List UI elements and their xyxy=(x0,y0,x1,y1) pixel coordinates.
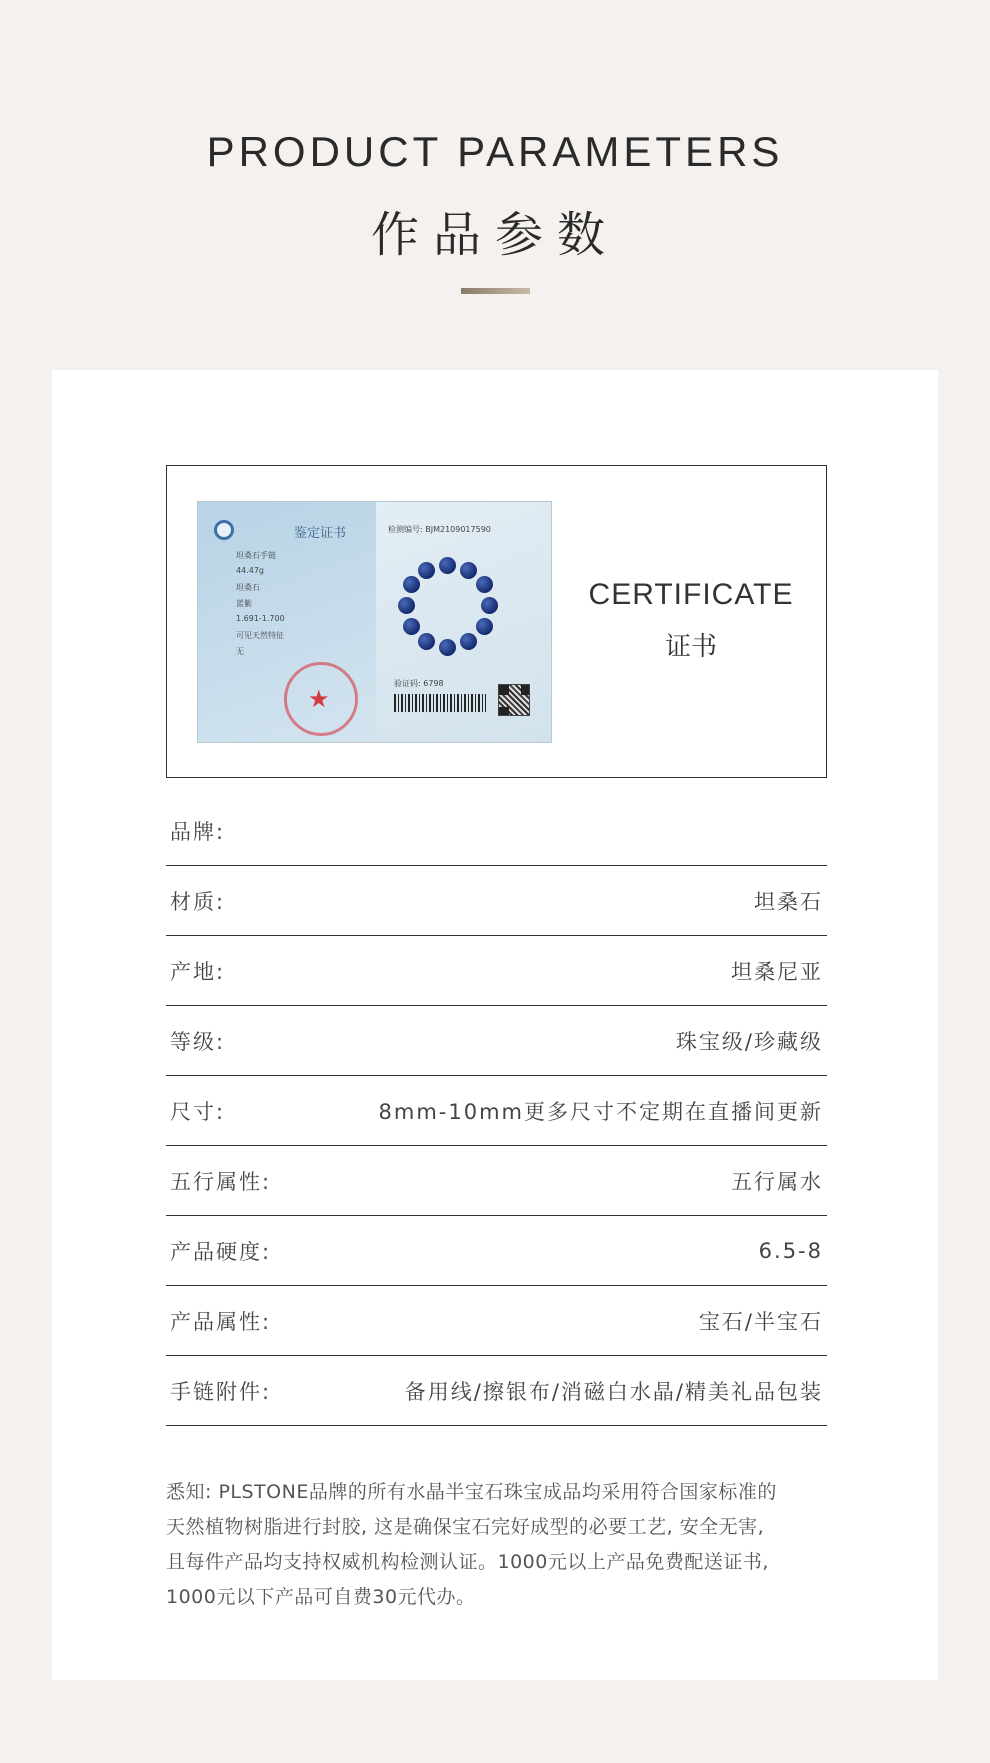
param-row-origin xyxy=(166,936,827,1006)
notice-line: 1000元以下产品可自费30元代办。 xyxy=(166,1586,476,1608)
param-label: 产地: xyxy=(170,959,226,984)
bead xyxy=(460,562,477,579)
parameters-card xyxy=(52,370,938,1680)
param-label: 手链附件: xyxy=(170,1379,272,1404)
bead xyxy=(403,618,420,635)
param-label: 品牌: xyxy=(170,819,226,844)
certificate-verify-code: 验证码: 6798 xyxy=(394,679,444,688)
certificate-detect-no: 检测编号: BJM2109017590 xyxy=(388,525,491,534)
cert-field-color: 蓝紫 xyxy=(236,599,252,608)
lab-logo-icon xyxy=(214,520,234,540)
bead xyxy=(476,576,493,593)
bead xyxy=(460,633,477,650)
param-row-size xyxy=(166,1076,827,1146)
title-divider xyxy=(461,288,530,294)
bead xyxy=(398,597,415,614)
certificate-label-cn: 证书 xyxy=(664,632,717,662)
param-value: 8mm-10mm更多尺寸不定期在直播间更新 xyxy=(378,1099,823,1124)
notice-text xyxy=(166,1475,836,1615)
certificate-photo xyxy=(197,501,552,743)
param-row-material xyxy=(166,866,827,936)
bead xyxy=(439,639,456,656)
bracelet-image xyxy=(398,557,498,657)
cert-field-refractive: 1.691-1.700 xyxy=(236,614,285,623)
cert-field-name: 坦桑石手链 xyxy=(236,551,276,560)
certificate-label-en: CERTIFICATE xyxy=(588,578,794,611)
parameters-table xyxy=(166,796,827,1426)
param-label: 产品硬度: xyxy=(170,1239,272,1264)
qr-code-icon xyxy=(498,684,530,716)
bead xyxy=(439,557,456,574)
param-label: 产品属性: xyxy=(170,1309,272,1334)
param-value: 坦桑尼亚 xyxy=(731,959,823,984)
bead xyxy=(403,576,420,593)
param-row-hardness xyxy=(166,1216,827,1286)
param-row-property xyxy=(166,1286,827,1356)
notice-line: 悉知: PLSTONE品牌的所有水晶半宝石珠宝成品均采用符合国家标准的 xyxy=(166,1481,777,1503)
barcode-icon xyxy=(394,694,486,712)
seal-star-icon: ★ xyxy=(308,685,330,713)
bead xyxy=(418,633,435,650)
notice-line: 且每件产品均支持权威机构检测认证。1000元以上产品免费配送证书, xyxy=(166,1551,769,1573)
certificate-photo-title: 鉴定证书 xyxy=(294,526,347,541)
param-label: 等级: xyxy=(170,1029,226,1054)
param-row-accessories xyxy=(166,1356,827,1426)
param-label: 材质: xyxy=(170,889,226,914)
param-value: 备用线/擦银布/消磁白水晶/精美礼品包装 xyxy=(404,1379,823,1404)
cert-field-remark: 无 xyxy=(236,647,244,656)
page-title-en: PRODUCT PARAMETERS xyxy=(206,128,784,175)
certificate-box xyxy=(166,465,827,778)
page-title-cn: 作品参数 xyxy=(370,207,619,263)
bead xyxy=(476,618,493,635)
bead xyxy=(481,597,498,614)
param-value: 五行属水 xyxy=(731,1169,823,1194)
param-value: 珠宝级/珍藏级 xyxy=(675,1029,823,1054)
param-row-grade xyxy=(166,1006,827,1076)
param-label: 尺寸: xyxy=(170,1099,226,1124)
param-value: 坦桑石 xyxy=(754,889,823,914)
page-header xyxy=(0,0,990,370)
cert-field-conclusion: 可见天然特征 xyxy=(236,631,284,640)
cert-field-weight: 44.47g xyxy=(236,566,264,575)
param-value: 6.5-8 xyxy=(758,1238,823,1263)
param-value: 宝石/半宝石 xyxy=(698,1309,823,1334)
param-row-brand xyxy=(166,796,827,866)
notice-line: 天然植物树脂进行封胶, 这是确保宝石完好成型的必要工艺, 安全无害, xyxy=(166,1516,765,1538)
cert-field-main-stone: 坦桑石 xyxy=(236,583,260,592)
param-row-five-elements xyxy=(166,1146,827,1216)
param-label: 五行属性: xyxy=(170,1169,272,1194)
bead xyxy=(418,562,435,579)
